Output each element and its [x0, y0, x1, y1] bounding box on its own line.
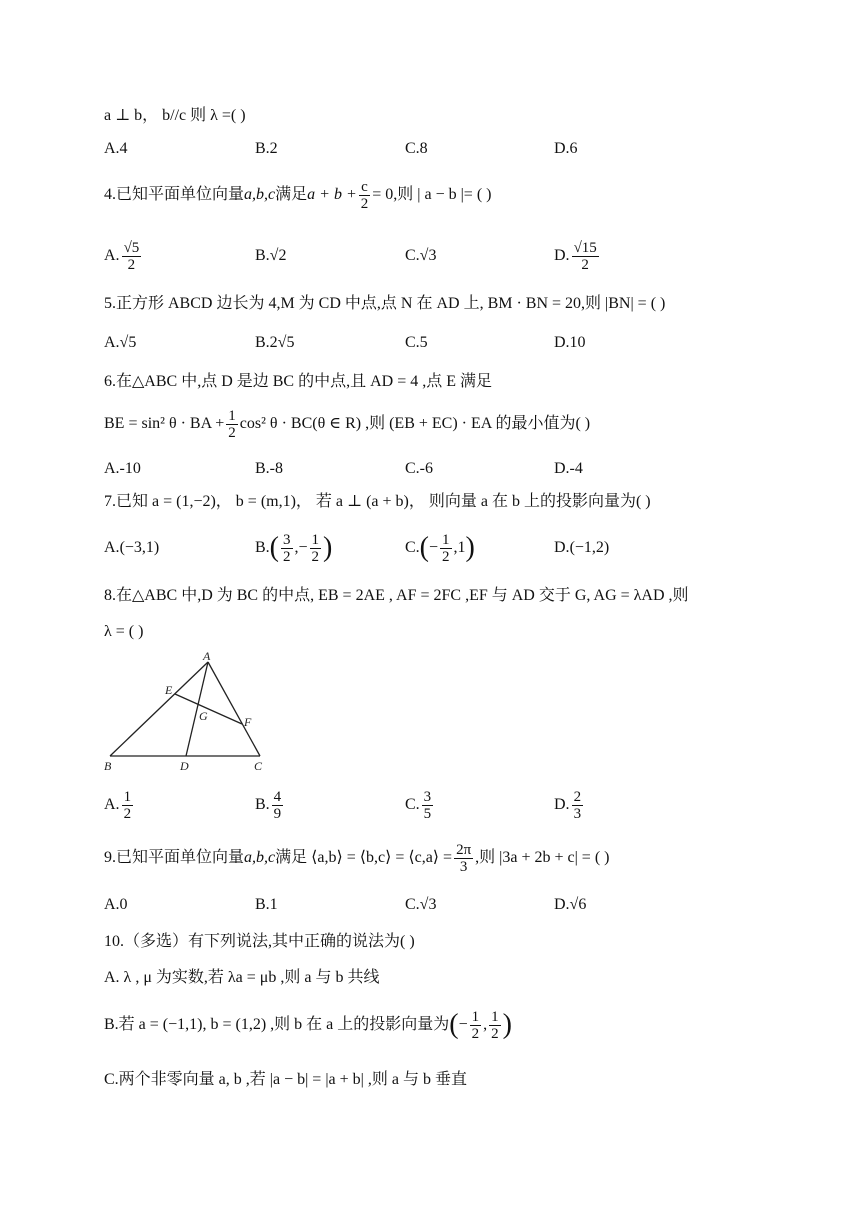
label-c: C	[254, 759, 263, 773]
q6-option-c[interactable]: C.-6	[405, 460, 433, 477]
q6-option-a[interactable]: A.-10	[104, 460, 141, 477]
q9-ask: ,则 |3a + 2b + c| = ( )	[475, 849, 610, 866]
label-a: A	[203, 649, 211, 663]
label-d: D	[180, 759, 189, 773]
label-e: E	[165, 683, 173, 697]
q4-stem	[104, 178, 492, 212]
q9-option-c[interactable]: C.√3	[405, 896, 437, 913]
edge-ac	[208, 662, 260, 756]
q7-option-b[interactable]: B. ( $\frac{3}{2}$ , − $\frac{1}{2}$ )	[255, 531, 333, 565]
q8-triangle-figure	[100, 648, 270, 774]
q5-option-b[interactable]: B.2√5	[255, 334, 295, 351]
q3-stem: a ⊥ b， b//c 则 λ =( )	[104, 107, 246, 124]
segment-ef	[175, 694, 242, 724]
q9-options	[104, 888, 824, 922]
q5-option-d[interactable]: D.10	[554, 334, 586, 351]
edge-ab	[110, 662, 208, 756]
q8-line1: 8.在△ABC 中,D 为 BC 的中点, EB = 2AE , AF = 2FC ,EF 与 AD 交于 G, AG = λAD ,则	[104, 587, 689, 604]
q9-option-d[interactable]: D.√6	[554, 896, 587, 913]
q9-stem	[104, 842, 609, 874]
q4-option-d[interactable]: D. $\frac{√15}{2}$	[554, 239, 597, 273]
q9-option-a[interactable]: A.0	[104, 896, 128, 913]
q3-option-d[interactable]: D.6	[554, 140, 578, 157]
q5-option-a[interactable]: A.√5	[104, 334, 137, 351]
q6-line2	[104, 408, 590, 440]
q4-vectors: a,b,c	[244, 186, 276, 203]
q7-option-c[interactable]: C. ( − $\frac{1}{2}$ , 1 )	[405, 531, 475, 565]
q4-option-a[interactable]: A. $\frac{√5}{2}$	[104, 239, 140, 273]
label-f: F	[244, 715, 252, 729]
q5-options	[104, 326, 824, 360]
q5-stem: 5.正方形 ABCD 边长为 4,M 为 CD 中点,点 N 在 AD 上, BM · BN = 20,则 |BN| = ( )	[104, 295, 666, 312]
q10-b-text: B.若 a = (−1,1), b = (1,2) ,则 b 在 a 上的投影向量为	[104, 1016, 450, 1033]
q4-mid: 满足	[275, 186, 308, 203]
q6-option-b[interactable]: B.-8	[255, 460, 283, 477]
q8-option-c[interactable]: C. $\frac{3}{5}$	[405, 788, 432, 822]
q4-fraction: $\frac{c}{2}$	[360, 178, 369, 212]
q4-options	[104, 236, 824, 276]
q6-eq-a: BE = sin² θ · BA +	[104, 415, 225, 432]
q6-options	[104, 452, 824, 486]
q3-option-a[interactable]: A.4	[104, 140, 128, 157]
q6-option-d[interactable]: D.-4	[554, 460, 583, 477]
q6-fraction: $\frac{1}{2}$	[228, 407, 236, 441]
q8-line2: λ = ( )	[104, 623, 144, 640]
q8-option-b[interactable]: B. $\frac{4}{9}$	[255, 788, 282, 822]
q9-option-b[interactable]: B.1	[255, 896, 278, 913]
q7-option-d[interactable]: D. (−1,2)	[554, 539, 610, 556]
q6-line1: 6.在△ABC 中,点 D 是边 BC 的中点,且 AD = 4 ,点 E 满足	[104, 373, 493, 390]
q6-eq-b: cos² θ · BC(θ ∈ R) ,则 (EB + EC) · EA 的最小值为( )	[239, 415, 591, 432]
q4-eq-right: = 0	[372, 186, 394, 203]
label-g: G	[199, 709, 208, 723]
q10-statement-c[interactable]: C.两个非零向量 a, b ,若 |a − b| = |a + b| ,则 a 与 b 垂直	[104, 1071, 467, 1088]
q10-b-frac2: $\frac{1}{2}$	[491, 1008, 499, 1042]
q4-option-b[interactable]: B. √2	[255, 247, 287, 264]
q5-option-c[interactable]: C.5	[405, 334, 428, 351]
q7-options	[104, 528, 824, 568]
q9-fraction: $\frac{2\pi}{3}$	[456, 841, 472, 875]
q8-option-d[interactable]: D. $\frac{2}{3}$	[554, 788, 582, 822]
q10-statement-a[interactable]: A. λ , μ 为实数,若 λa = μb ,则 a 与 b 共线	[104, 969, 380, 986]
q3-option-b[interactable]: B.2	[255, 140, 278, 157]
q8-option-a[interactable]: A. $\frac{1}{2}$	[104, 788, 132, 822]
q10-statement-b[interactable]: B.若 a = (−1,1), b = (1,2) ,则 b 在 a 上的投影向量为 ( − $\frac{1}{2}$ , $\frac{1}{2}$ )	[104, 1008, 512, 1042]
q7-option-a[interactable]: A. (−3,1)	[104, 539, 160, 556]
q10-b-frac1: $\frac{1}{2}$	[471, 1008, 480, 1042]
label-b: B	[104, 759, 112, 773]
q9-mid: 满足 ⟨a,b⟩ = ⟨b,c⟩ = ⟨c,a⟩ =	[275, 849, 453, 866]
q9-prefix: 9.已知平面单位向量	[104, 849, 245, 866]
q3-option-c[interactable]: C.8	[405, 140, 428, 157]
q4-eq-left: a + b +	[307, 186, 357, 203]
q4-ask: ,则 | a − b |= ( )	[393, 186, 492, 203]
q3-options	[104, 132, 824, 166]
q10-stem: 10.（多选）有下列说法,其中正确的说法为( )	[104, 933, 415, 950]
q4-option-c[interactable]: C. √3	[405, 247, 437, 264]
q8-options	[104, 784, 824, 826]
q9-vectors: a,b,c	[244, 849, 276, 866]
q4-prefix: 4.已知平面单位向量	[104, 186, 245, 203]
q7-stem: 7.已知 a = (1,−2)， b = (m,1)， 若 a ⊥ (a + b)， 则向量 a 在 b 上的投影向量为( )	[104, 493, 651, 510]
